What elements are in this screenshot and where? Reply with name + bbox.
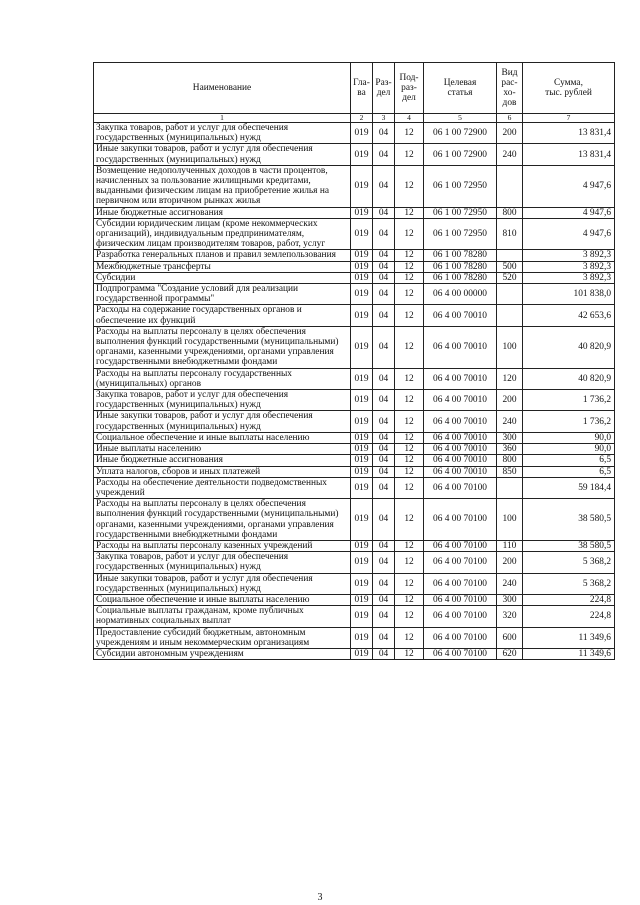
row-target-article: 06 4 00 70100 <box>424 477 497 498</box>
row-target-article: 06 4 00 70010 <box>424 326 497 368</box>
row-razdel: 04 <box>373 606 395 627</box>
row-sum: 13 831,4 <box>523 123 615 144</box>
row-podrazdel: 12 <box>395 272 424 283</box>
row-target-article: 06 1 00 72900 <box>424 144 497 165</box>
row-target-article: 06 1 00 72950 <box>424 218 497 250</box>
row-expense-type: 620 <box>497 648 523 659</box>
row-razdel: 04 <box>373 499 395 541</box>
row-podrazdel: 12 <box>395 466 424 477</box>
row-target-article: 06 4 00 70100 <box>424 552 497 573</box>
header-razdel: Раз- дел <box>373 63 395 114</box>
row-razdel: 04 <box>373 411 395 432</box>
row-sum: 38 580,5 <box>523 540 615 551</box>
table-row <box>94 627 615 648</box>
row-expense-type <box>497 284 523 305</box>
row-expense-type: 200 <box>497 552 523 573</box>
table-row <box>94 284 615 305</box>
row-expense-type: 850 <box>497 466 523 477</box>
row-podrazdel: 12 <box>395 540 424 551</box>
row-name: Иные закупки товаров, работ и услуг для обеспечения государственных (муниципальных) нужд <box>94 411 351 432</box>
row-expense-type: 500 <box>497 261 523 272</box>
row-razdel: 04 <box>373 648 395 659</box>
row-expense-type: 200 <box>497 123 523 144</box>
row-expense-type <box>497 250 523 261</box>
row-glava: 019 <box>351 606 373 627</box>
row-podrazdel: 12 <box>395 606 424 627</box>
row-glava: 019 <box>351 627 373 648</box>
row-name: Иные закупки товаров, работ и услуг для обеспечения государственных (муниципальных) нужд <box>94 573 351 594</box>
row-target-article: 06 4 00 70010 <box>424 432 497 443</box>
row-sum: 38 580,5 <box>523 499 615 541</box>
row-sum: 1 736,2 <box>523 411 615 432</box>
row-expense-type <box>497 165 523 207</box>
table-row <box>94 477 615 498</box>
row-sum: 3 892,3 <box>523 250 615 261</box>
row-glava: 019 <box>351 326 373 368</box>
row-glava: 019 <box>351 165 373 207</box>
row-razdel: 04 <box>373 540 395 551</box>
row-target-article: 06 1 00 78280 <box>424 261 497 272</box>
row-sum: 6,5 <box>523 466 615 477</box>
row-name: Субсидии <box>94 272 351 283</box>
row-sum: 4 947,6 <box>523 207 615 218</box>
row-razdel: 04 <box>373 123 395 144</box>
row-name: Иные выплаты населению <box>94 444 351 455</box>
row-razdel: 04 <box>373 368 395 389</box>
row-podrazdel: 12 <box>395 390 424 411</box>
row-glava: 019 <box>351 284 373 305</box>
row-name: Субсидии автономным учреждениям <box>94 648 351 659</box>
table-row <box>94 466 615 477</box>
row-name: Межбюджетные трансферты <box>94 261 351 272</box>
table-row <box>94 606 615 627</box>
row-name: Социальное обеспечение и иные выплаты населению <box>94 594 351 605</box>
table-row <box>94 444 615 455</box>
row-razdel: 04 <box>373 390 395 411</box>
row-target-article: 06 1 00 72950 <box>424 207 497 218</box>
table-row <box>94 411 615 432</box>
row-podrazdel: 12 <box>395 207 424 218</box>
row-podrazdel: 12 <box>395 648 424 659</box>
row-sum: 4 947,6 <box>523 218 615 250</box>
row-expense-type: 200 <box>497 390 523 411</box>
row-razdel: 04 <box>373 455 395 466</box>
row-glava: 019 <box>351 499 373 541</box>
row-razdel: 04 <box>373 261 395 272</box>
row-razdel: 04 <box>373 207 395 218</box>
header-sum: Сумма, тыс. рублей <box>523 63 615 114</box>
table-row <box>94 123 615 144</box>
table-row <box>94 432 615 443</box>
row-name: Разработка генеральных планов и правил землепользования <box>94 250 351 261</box>
row-glava: 019 <box>351 552 373 573</box>
row-sum: 3 892,3 <box>523 272 615 283</box>
row-name: Расходы на выплаты персоналу государственных (муниципальных) органов <box>94 368 351 389</box>
row-target-article: 06 4 00 70010 <box>424 368 497 389</box>
row-razdel: 04 <box>373 326 395 368</box>
row-target-article: 06 4 00 70100 <box>424 606 497 627</box>
table-row <box>94 207 615 218</box>
table-row <box>94 552 615 573</box>
row-target-article: 06 4 00 00000 <box>424 284 497 305</box>
header-target: Целевая статья <box>424 63 497 114</box>
row-name: Социальное обеспечение и иные выплаты населению <box>94 432 351 443</box>
row-expense-type: 100 <box>497 326 523 368</box>
row-sum: 101 838,0 <box>523 284 615 305</box>
row-target-article: 06 4 00 70010 <box>424 411 497 432</box>
row-razdel: 04 <box>373 272 395 283</box>
table-row <box>94 455 615 466</box>
row-target-article: 06 1 00 72950 <box>424 165 497 207</box>
row-sum: 42 653,6 <box>523 305 615 326</box>
row-sum: 40 820,9 <box>523 368 615 389</box>
row-target-article: 06 4 00 70010 <box>424 305 497 326</box>
table-row <box>94 165 615 207</box>
row-razdel: 04 <box>373 305 395 326</box>
row-target-article: 06 4 00 70010 <box>424 466 497 477</box>
row-razdel: 04 <box>373 284 395 305</box>
row-name: Предоставление субсидий бюджетным, автономным учреждениям и иным некоммерческим организациям <box>94 627 351 648</box>
header-row <box>94 63 615 114</box>
row-name: Расходы на выплаты персоналу в целях обеспечения выполнения функций государственными (муниципальными) органами, казенными учреждениями, органами управления государственными внебюджетными фондами <box>94 499 351 541</box>
row-target-article: 06 1 00 72900 <box>424 123 497 144</box>
budget-table <box>93 62 615 660</box>
row-sum: 224,8 <box>523 606 615 627</box>
table-row <box>94 250 615 261</box>
column-number: 5 <box>424 114 497 123</box>
row-name: Социальные выплаты гражданам, кроме публичных нормативных социальных выплат <box>94 606 351 627</box>
row-expense-type: 110 <box>497 540 523 551</box>
row-podrazdel: 12 <box>395 444 424 455</box>
row-expense-type: 810 <box>497 218 523 250</box>
row-target-article: 06 4 00 70010 <box>424 455 497 466</box>
row-razdel: 04 <box>373 218 395 250</box>
row-glava: 019 <box>351 477 373 498</box>
row-name: Уплата налогов, сборов и иных платежей <box>94 466 351 477</box>
row-target-article: 06 4 00 70100 <box>424 627 497 648</box>
row-expense-type: 120 <box>497 368 523 389</box>
row-podrazdel: 12 <box>395 432 424 443</box>
budget-table-container <box>93 62 614 660</box>
row-podrazdel: 12 <box>395 284 424 305</box>
row-expense-type <box>497 305 523 326</box>
row-target-article: 06 4 00 70100 <box>424 594 497 605</box>
row-glava: 019 <box>351 368 373 389</box>
row-podrazdel: 12 <box>395 455 424 466</box>
row-sum: 11 349,6 <box>523 627 615 648</box>
row-razdel: 04 <box>373 444 395 455</box>
row-sum: 5 368,2 <box>523 552 615 573</box>
row-target-article: 06 4 00 70010 <box>424 390 497 411</box>
row-sum: 1 736,2 <box>523 390 615 411</box>
row-glava: 019 <box>351 594 373 605</box>
column-number: 4 <box>395 114 424 123</box>
row-expense-type <box>497 477 523 498</box>
row-expense-type: 240 <box>497 144 523 165</box>
row-name: Расходы на выплаты персоналу казенных учреждений <box>94 540 351 551</box>
header-podrazdel: Под- раз- дел <box>395 63 424 114</box>
table-row <box>94 594 615 605</box>
row-name: Субсидии юридическим лицам (кроме некоммерческих организаций), индивидуальным предпринимателям, физическим лицам производителям товаров, работ, услуг <box>94 218 351 250</box>
row-sum: 4 947,6 <box>523 165 615 207</box>
header-name: Наименование <box>94 63 351 114</box>
table-row <box>94 573 615 594</box>
row-target-article: 06 4 00 70100 <box>424 648 497 659</box>
table-row <box>94 648 615 659</box>
row-expense-type: 800 <box>497 455 523 466</box>
column-number: 7 <box>523 114 615 123</box>
row-razdel: 04 <box>373 477 395 498</box>
row-razdel: 04 <box>373 552 395 573</box>
row-sum: 40 820,9 <box>523 326 615 368</box>
row-podrazdel: 12 <box>395 552 424 573</box>
table-row <box>94 305 615 326</box>
row-glava: 019 <box>351 218 373 250</box>
row-glava: 019 <box>351 573 373 594</box>
row-name: Расходы на выплаты персоналу в целях обеспечения выполнения функций государственными (муниципальными) органами, казенными учреждениями, органами управления государственными внебюджетными фондами <box>94 326 351 368</box>
table-row <box>94 272 615 283</box>
row-podrazdel: 12 <box>395 261 424 272</box>
row-name: Подпрограмма "Создание условий для реализации государственной программы" <box>94 284 351 305</box>
row-expense-type: 520 <box>497 272 523 283</box>
row-glava: 019 <box>351 144 373 165</box>
row-sum: 6,5 <box>523 455 615 466</box>
row-sum: 59 184,4 <box>523 477 615 498</box>
row-name: Расходы на обеспечение деятельности подведомственных учреждений <box>94 477 351 498</box>
row-name: Закупка товаров, работ и услуг для обеспечения государственных (муниципальных) нужд <box>94 390 351 411</box>
column-number: 2 <box>351 114 373 123</box>
row-target-article: 06 4 00 70100 <box>424 573 497 594</box>
row-podrazdel: 12 <box>395 305 424 326</box>
row-expense-type: 240 <box>497 411 523 432</box>
row-glava: 019 <box>351 444 373 455</box>
row-razdel: 04 <box>373 573 395 594</box>
row-glava: 019 <box>351 466 373 477</box>
row-name: Иные бюджетные ассигнования <box>94 207 351 218</box>
row-razdel: 04 <box>373 250 395 261</box>
row-podrazdel: 12 <box>395 144 424 165</box>
table-row <box>94 499 615 541</box>
row-podrazdel: 12 <box>395 573 424 594</box>
row-razdel: 04 <box>373 432 395 443</box>
row-glava: 019 <box>351 272 373 283</box>
row-podrazdel: 12 <box>395 218 424 250</box>
row-podrazdel: 12 <box>395 165 424 207</box>
row-glava: 019 <box>351 261 373 272</box>
row-sum: 11 349,6 <box>523 648 615 659</box>
row-razdel: 04 <box>373 466 395 477</box>
row-podrazdel: 12 <box>395 627 424 648</box>
row-expense-type: 300 <box>497 594 523 605</box>
row-sum: 90,0 <box>523 432 615 443</box>
row-expense-type: 600 <box>497 627 523 648</box>
row-sum: 3 892,3 <box>523 261 615 272</box>
table-row <box>94 218 615 250</box>
row-glava: 019 <box>351 250 373 261</box>
table-row <box>94 540 615 551</box>
row-sum: 13 831,4 <box>523 144 615 165</box>
table-row <box>94 261 615 272</box>
row-podrazdel: 12 <box>395 477 424 498</box>
column-number: 1 <box>94 114 351 123</box>
row-podrazdel: 12 <box>395 123 424 144</box>
row-target-article: 06 1 00 78280 <box>424 250 497 261</box>
row-target-article: 06 4 00 70010 <box>424 444 497 455</box>
row-glava: 019 <box>351 432 373 443</box>
page-number: 3 <box>317 892 323 903</box>
row-glava: 019 <box>351 390 373 411</box>
row-sum: 224,8 <box>523 594 615 605</box>
row-podrazdel: 12 <box>395 368 424 389</box>
row-target-article: 06 4 00 70100 <box>424 540 497 551</box>
table-row <box>94 390 615 411</box>
row-name: Закупка товаров, работ и услуг для обеспечения государственных (муниципальных) нужд <box>94 123 351 144</box>
row-glava: 019 <box>351 455 373 466</box>
row-name: Иные закупки товаров, работ и услуг для обеспечения государственных (муниципальных) нужд <box>94 144 351 165</box>
row-expense-type: 100 <box>497 499 523 541</box>
column-number: 6 <box>497 114 523 123</box>
row-expense-type: 320 <box>497 606 523 627</box>
row-glava: 019 <box>351 648 373 659</box>
row-podrazdel: 12 <box>395 250 424 261</box>
row-target-article: 06 1 00 78280 <box>424 272 497 283</box>
row-expense-type: 360 <box>497 444 523 455</box>
row-razdel: 04 <box>373 165 395 207</box>
row-podrazdel: 12 <box>395 326 424 368</box>
table-body <box>94 123 615 660</box>
row-expense-type: 300 <box>497 432 523 443</box>
row-glava: 019 <box>351 411 373 432</box>
row-razdel: 04 <box>373 144 395 165</box>
row-podrazdel: 12 <box>395 499 424 541</box>
row-sum: 90,0 <box>523 444 615 455</box>
row-razdel: 04 <box>373 627 395 648</box>
row-glava: 019 <box>351 305 373 326</box>
row-name: Иные бюджетные ассигнования <box>94 455 351 466</box>
header-vid: Вид рас- хо- дов <box>497 63 523 114</box>
column-number: 3 <box>373 114 395 123</box>
row-podrazdel: 12 <box>395 411 424 432</box>
row-name: Возмещение недополученных доходов в части процентов, начисленных за пользование жилищными кредитами, выданными физическим лицам на приобретение жилья на первичном или вторичном рынках жилья <box>94 165 351 207</box>
column-number-row <box>94 114 615 123</box>
row-target-article: 06 4 00 70100 <box>424 499 497 541</box>
table-row <box>94 326 615 368</box>
row-sum: 5 368,2 <box>523 573 615 594</box>
row-expense-type: 800 <box>497 207 523 218</box>
row-expense-type: 240 <box>497 573 523 594</box>
row-name: Закупка товаров, работ и услуг для обеспечения государственных (муниципальных) нужд <box>94 552 351 573</box>
header-glava: Гла- ва <box>351 63 373 114</box>
row-glava: 019 <box>351 123 373 144</box>
row-glava: 019 <box>351 540 373 551</box>
table-row <box>94 368 615 389</box>
row-podrazdel: 12 <box>395 594 424 605</box>
row-glava: 019 <box>351 207 373 218</box>
row-name: Расходы на содержание государственных органов и обеспечение их функций <box>94 305 351 326</box>
row-razdel: 04 <box>373 594 395 605</box>
table-row <box>94 144 615 165</box>
